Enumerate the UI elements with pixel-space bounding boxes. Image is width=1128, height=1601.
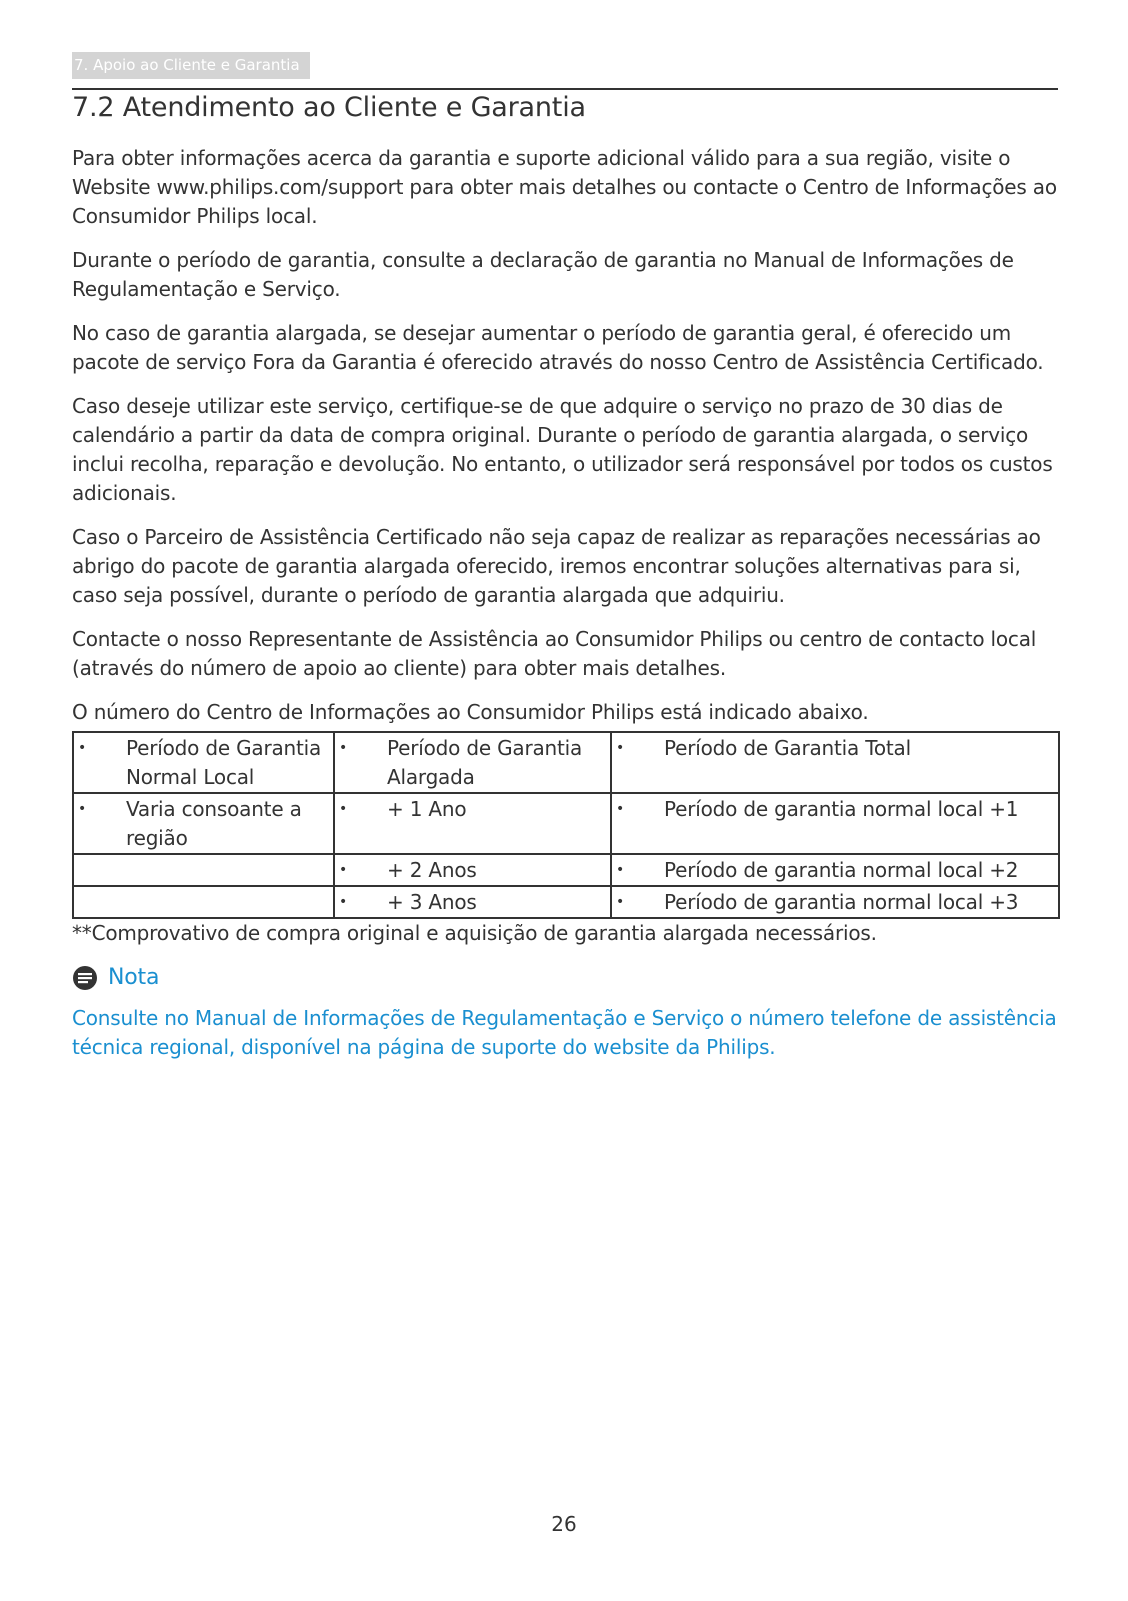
bullet-icon: •: [616, 894, 625, 910]
cell-normal-warranty: Varia consoante a região: [126, 797, 302, 850]
header-extended-warranty: Período de Garantia Alargada: [387, 736, 583, 789]
note-label: Nota: [108, 965, 160, 990]
table-header-cell: [334, 732, 611, 793]
table-cell: [611, 854, 1059, 886]
table-row: [73, 854, 1059, 886]
cell-extended-warranty: + 3 Anos: [387, 890, 477, 914]
cell-total-warranty: Período de garantia normal local +1: [664, 797, 1019, 821]
table-header-cell: [73, 732, 334, 793]
bullet-icon: •: [616, 862, 625, 878]
bullet-icon: •: [339, 862, 348, 878]
note-icon: [72, 965, 98, 991]
bullet-icon: •: [339, 801, 348, 817]
table-header-cell: [611, 732, 1059, 793]
page-title: 7.2 Atendimento ao Cliente e Garantia: [72, 92, 586, 123]
bullet-icon: •: [339, 894, 348, 910]
page-number: 26: [551, 1512, 577, 1536]
table-cell: [73, 854, 334, 886]
paragraph-contact: Contacte o nosso Representante de Assistência ao Consumidor Philips ou centro de contacto local (através do número de apoio ao cliente) para obter mais detalhes.: [72, 627, 1037, 680]
header-total-warranty: Período de Garantia Total: [664, 736, 911, 760]
paragraph-warranty-period: Durante o período de garantia, consulte a declaração de garantia no Manual de Informações de Regulamentação e Serviço.: [72, 248, 1014, 301]
bullet-icon: •: [78, 801, 87, 817]
cell-extended-warranty: + 2 Anos: [387, 858, 477, 882]
cell-total-warranty: Período de garantia normal local +2: [664, 858, 1019, 882]
paragraph-service-conditions: Caso deseje utilizar este serviço, certifique-se de que adquire o serviço no prazo de 30 dias de calendário a partir da data de compra original. Durante o período de garantia alargada, o serviço inclui recolha, reparação e devolução. No entanto, o utilizador será responsável por todos os custos adicionais.: [72, 394, 1053, 505]
table-cell: [611, 793, 1059, 854]
note-text: Consulte no Manual de Informações de Regulamentação e Serviço o número telefone de assistência técnica regional, disponível na página de suporte do website da Philips.: [72, 1006, 1057, 1059]
footnote: **Comprovativo de compra original e aquisição de garantia alargada necessários.: [72, 921, 877, 945]
paragraph-warranty-info: Para obter informações acerca da garantia e suporte adicional válido para a sua região, visite o Website www.philips.com/support para obter mais detalhes ou contacte o Centro de Informações ao Consumidor Philips local.: [72, 146, 1057, 228]
table-cell: [611, 886, 1059, 918]
table-cell: [334, 854, 611, 886]
bullet-icon: •: [616, 801, 625, 817]
note-heading: [72, 963, 1062, 992]
section-tab: 7. Apoio ao Cliente e Garantia: [72, 52, 310, 79]
paragraph-extended-warranty: No caso de garantia alargada, se desejar aumentar o período de garantia geral, é oferecido um pacote de serviço Fora da Garantia é oferecido através do nosso Centro de Assistência Certificado.: [72, 321, 1044, 374]
table-intro: O número do Centro de Informações ao Consumidor Philips está indicado abaixo.: [72, 700, 869, 724]
header-normal-warranty: Período de Garantia Normal Local: [126, 736, 322, 789]
table-cell: [73, 793, 334, 854]
table-row: [73, 886, 1059, 918]
bullet-icon: •: [616, 740, 625, 756]
bullet-icon: •: [339, 740, 348, 756]
cell-total-warranty: Período de garantia normal local +3: [664, 890, 1019, 914]
table-cell: [334, 793, 611, 854]
table-cell: [73, 886, 334, 918]
page-content: [72, 144, 1062, 1077]
table-header-row: [73, 732, 1059, 793]
cell-extended-warranty: + 1 Ano: [387, 797, 467, 821]
warranty-table: [72, 731, 1060, 919]
table-row: [73, 793, 1059, 854]
paragraph-alternative-solutions: Caso o Parceiro de Assistência Certificado não seja capaz de realizar as reparações necessárias ao abrigo do pacote de garantia alargada oferecido, iremos encontrar soluções alternativas para si, caso seja possível, durante o período de garantia alargada que adquiriu.: [72, 525, 1041, 607]
table-cell: [334, 886, 611, 918]
bullet-icon: •: [78, 740, 87, 756]
